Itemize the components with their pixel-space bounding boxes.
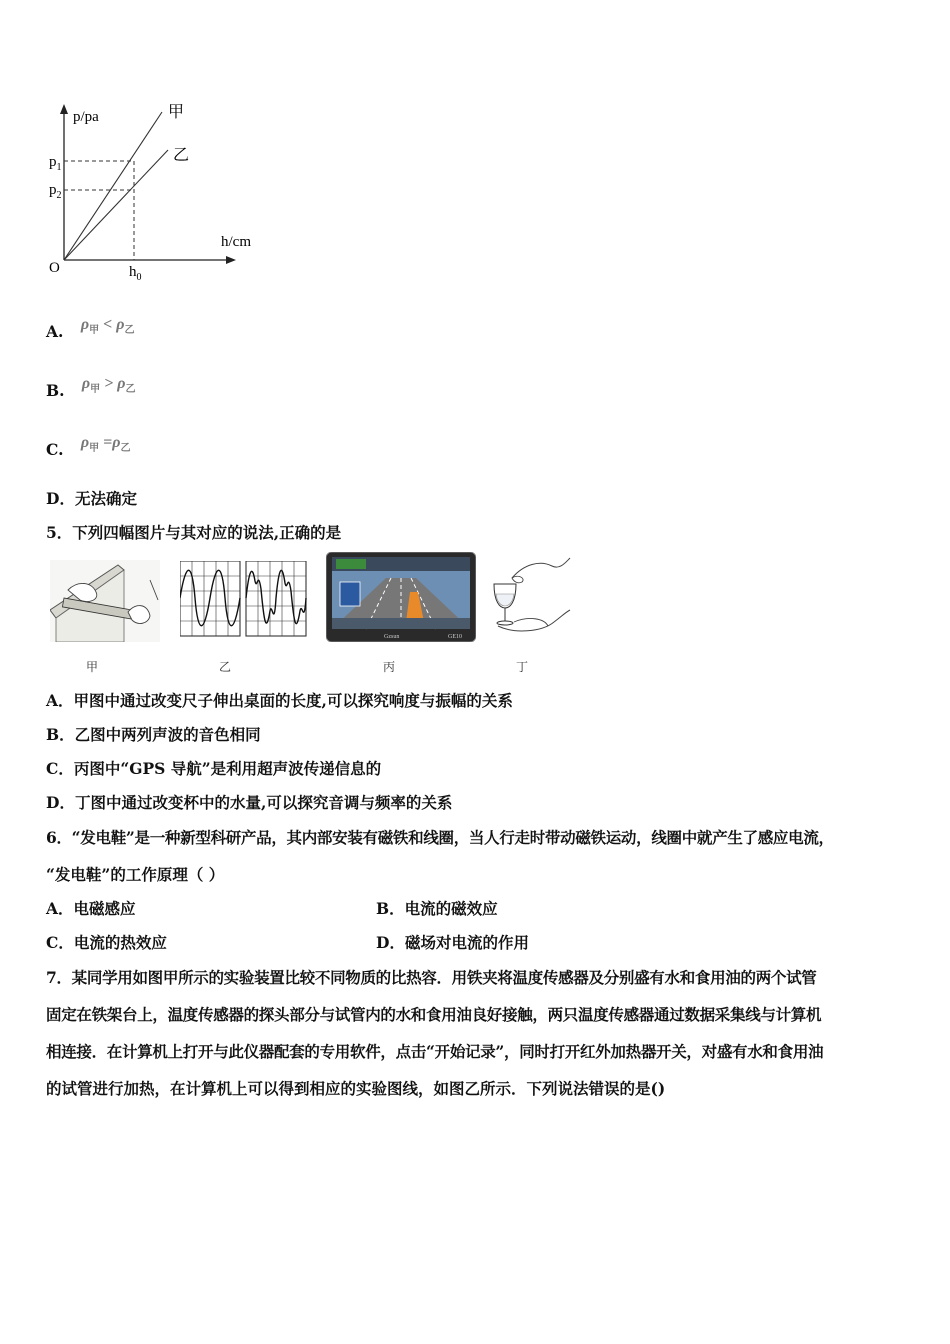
q6-option-a[interactable]: A．电磁感应 <box>46 899 136 918</box>
y-axis-label: p/pa <box>73 109 99 125</box>
q5-option-c[interactable]: C．丙图中“GPS 导航”是利用超声波传递信息的 <box>46 759 382 778</box>
x-axis-label: h/cm <box>221 234 251 250</box>
q5-stem: 5．下列四幅图片与其对应的说法,正确的是 <box>46 523 342 542</box>
caption-ding: 丁 <box>516 660 529 674</box>
waveform-box-1 <box>180 561 240 636</box>
line-yi-label: 乙 <box>173 147 190 164</box>
q7-stem-line1: 7．某同学用如图甲所示的实验装置比较不同物质的比热容．用铁夹将温度传感器及分别盛有水和食用油的两个试管 <box>46 968 817 987</box>
figure-ding-glass <box>488 556 572 638</box>
q6-stem-line1: 6．“发电鞋”是一种新型科研产品，其内部安装有磁铁和线圈，当人行走时带动磁铁运动，线圈中就产生了感应电流， <box>46 828 834 847</box>
q6-stem-line2: “发电鞋”的工作原理（ ） <box>46 865 225 884</box>
q5-option-a[interactable]: A．甲图中通过改变尺子伸出桌面的长度,可以探究响度与振幅的关系 <box>46 691 513 710</box>
caption-jia: 甲 <box>86 660 99 674</box>
pressure-depth-graph <box>40 100 270 285</box>
origin-label: O <box>49 260 60 276</box>
q4-option-c[interactable]: C. $\rho_甲 =\rho_乙$ <box>46 434 131 459</box>
q6-option-b[interactable]: B．电流的磁效应 <box>376 899 498 918</box>
gps-brand: Gzsun <box>384 634 400 640</box>
q7-stem-line2: 固定在铁架台上，温度传感器的探头部分与试管内的水和食用油良好接触，两只温度传感器通过数据采集线与计算机 <box>46 1005 822 1024</box>
q7-stem-line3: 相连接．在计算机上打开与此仪器配套的专用软件，点击“开始记录”，同时打开红外加热器开关，对盛有水和食用油 <box>46 1042 824 1061</box>
line-jia-label: 甲 <box>168 104 185 121</box>
figure-yi-waveforms <box>180 561 308 637</box>
y-axis-arrow <box>60 104 68 114</box>
h0-label: $h_0$ <box>129 264 142 283</box>
figure-bing-gps <box>326 552 476 642</box>
q4-option-a[interactable]: A. $\rho_甲 < \rho_乙$ <box>46 316 135 341</box>
gps-model: GE10 <box>448 634 462 640</box>
caption-bing: 丙 <box>383 660 396 674</box>
waveform-box-2 <box>246 561 306 636</box>
q5-option-d[interactable]: D．丁图中通过改变杯中的水量,可以探究音调与频率的关系 <box>46 793 453 812</box>
q6-option-d[interactable]: D．磁场对电流的作用 <box>376 933 529 952</box>
figure-jia-ruler <box>50 560 160 642</box>
x-axis-arrow <box>226 256 236 264</box>
q6-option-c[interactable]: C．电流的热效应 <box>46 933 167 952</box>
line-jia <box>64 112 162 260</box>
p2-label: $p_2$ <box>49 182 62 201</box>
q4-option-d[interactable]: D．无法确定 <box>46 489 137 508</box>
caption-yi: 乙 <box>219 660 232 674</box>
q4-option-b[interactable]: B. $\rho_甲 > \rho_乙$ <box>46 375 136 400</box>
p1-label: $p_1$ <box>49 154 62 173</box>
q5-option-b[interactable]: B．乙图中两列声波的音色相同 <box>46 725 261 744</box>
line-yi <box>64 150 168 260</box>
q7-stem-line4: 的试管进行加热，在计算机上可以得到相应的实验图线，如图乙所示．下列说法错误的是() <box>46 1079 666 1098</box>
